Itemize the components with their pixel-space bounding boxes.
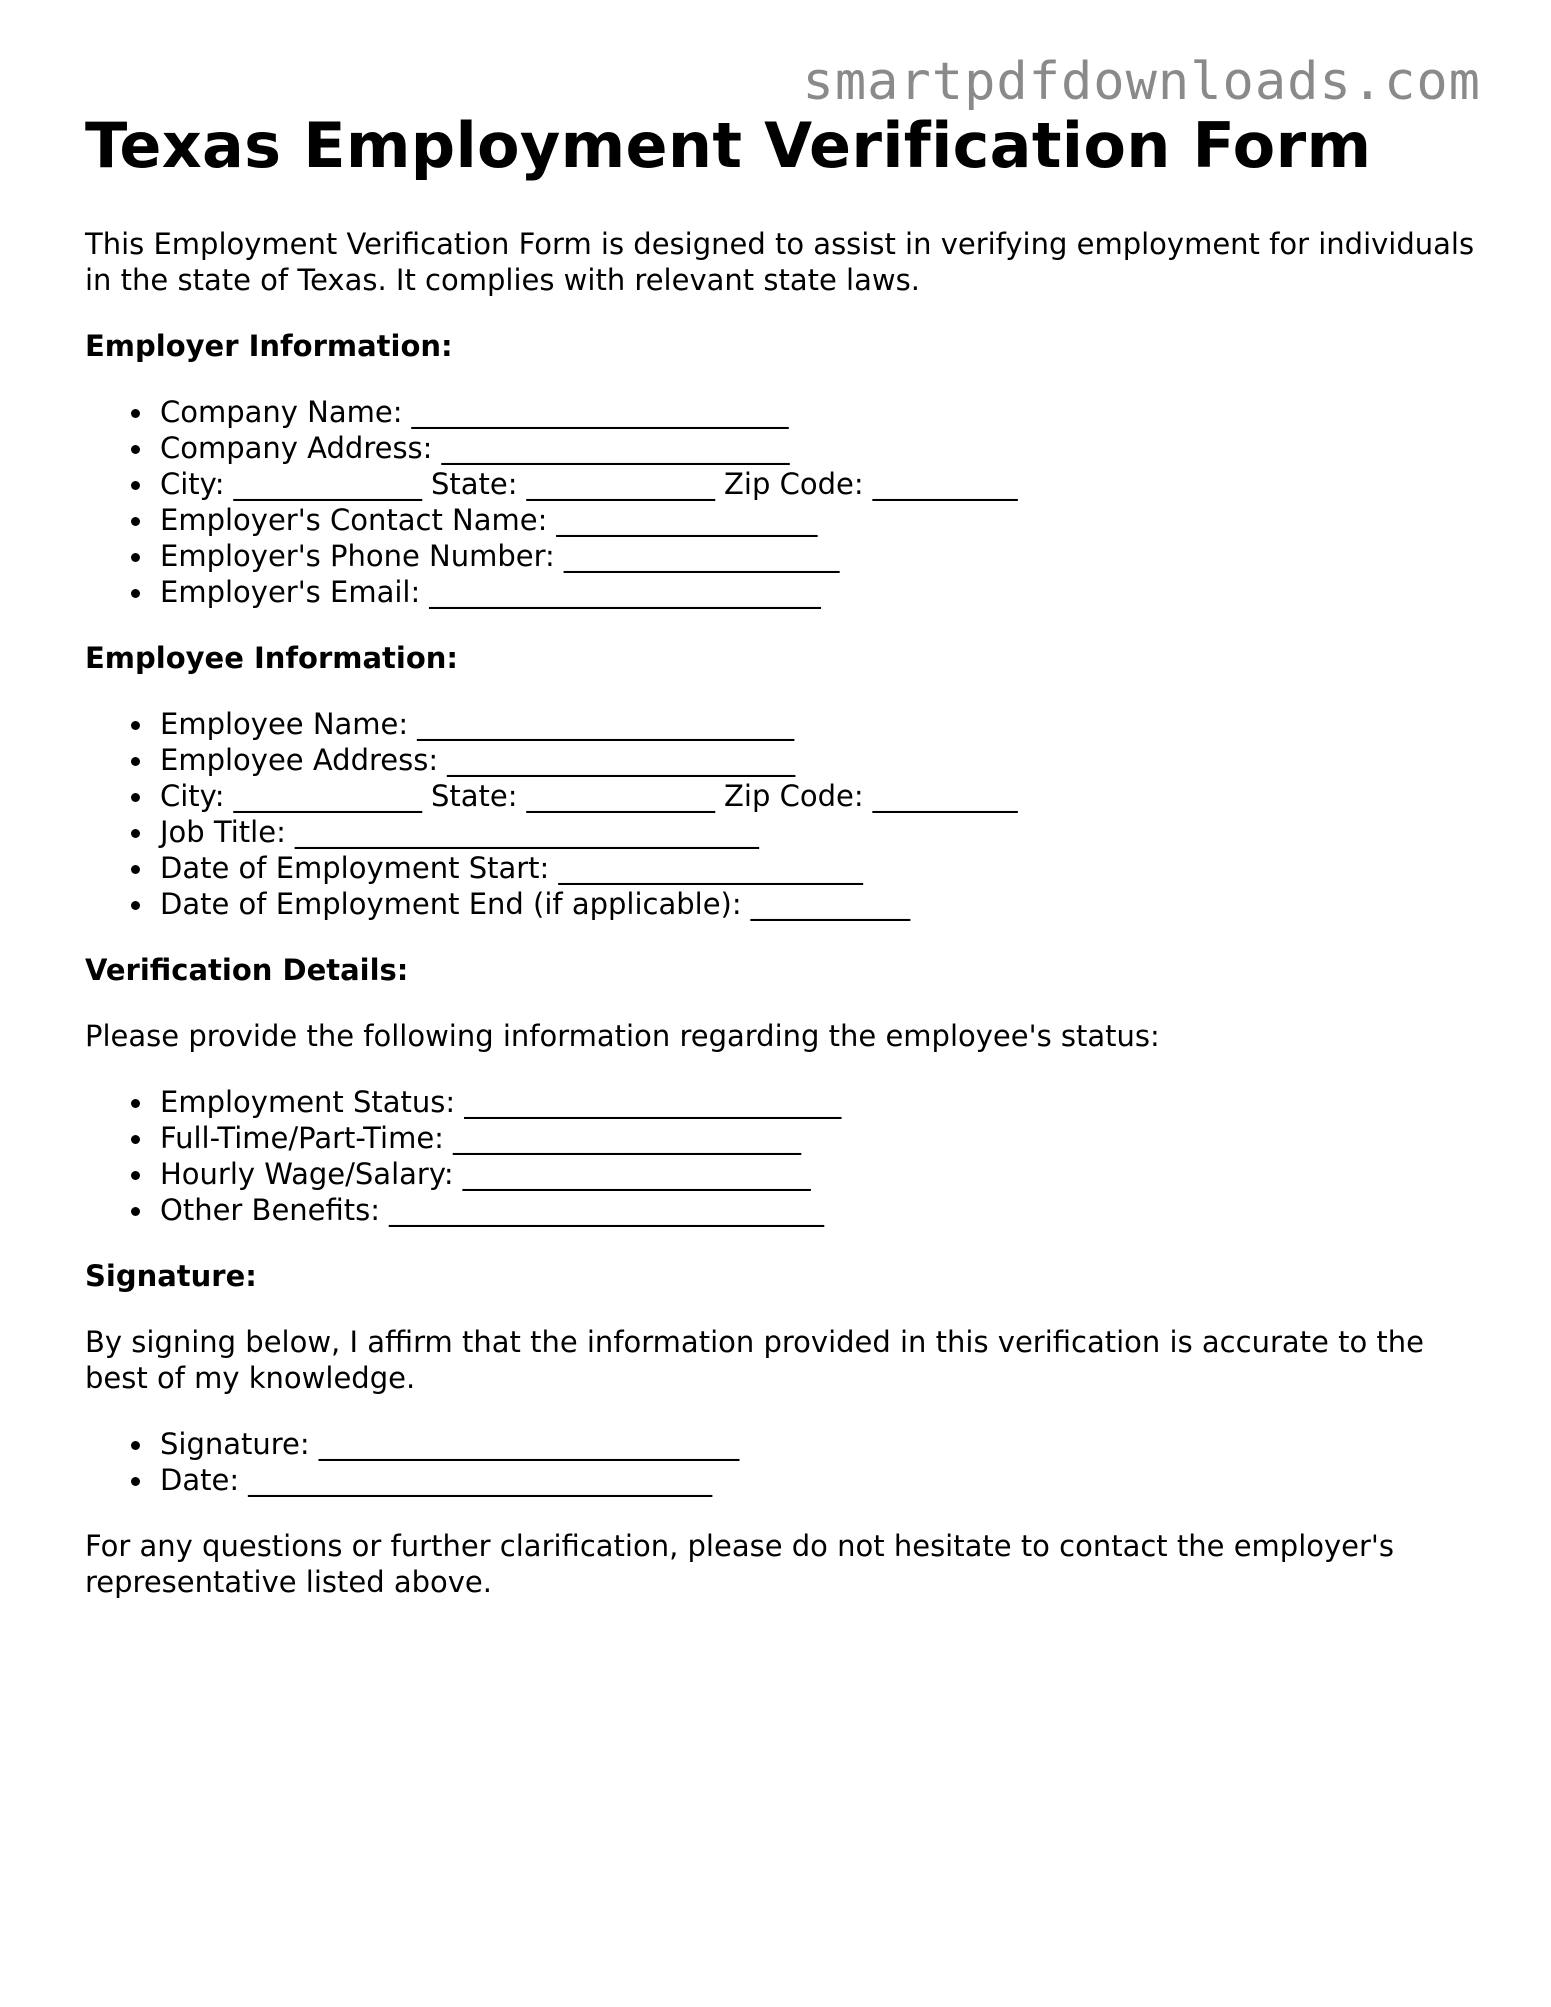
full-part-time-label: Full-Time/Part-Time: — [160, 1121, 444, 1155]
company-address-label: Company Address: — [160, 431, 433, 465]
other-benefits-label: Other Benefits: — [160, 1193, 381, 1227]
start-date-label: Date of Employment Start: — [160, 851, 550, 885]
employment-status-label: Employment Status: — [160, 1085, 456, 1119]
employee-state-field[interactable]: _____________ — [526, 779, 716, 813]
intro-paragraph: This Employment Verification Form is designed to assist in verifying employment for individuals in the state of Texas. It complies with relevant state laws. — [85, 227, 1475, 297]
employer-city-field[interactable]: _____________ — [233, 467, 422, 501]
end-date-field[interactable]: ___________ — [750, 887, 911, 921]
employer-state-label: State: — [431, 467, 518, 501]
full-part-time-field[interactable]: ________________________ — [452, 1121, 801, 1155]
employee-city-field[interactable]: _____________ — [233, 779, 422, 813]
list-item-wage-salary — [160, 1156, 1475, 1192]
employee-info-list — [85, 706, 1475, 922]
list-item-employee-address — [160, 742, 1475, 778]
list-item-employer-email — [160, 574, 1475, 610]
list-item-employee-city-state-zip — [160, 778, 1475, 814]
job-title-field[interactable]: ________________________________ — [294, 815, 759, 849]
other-benefits-field[interactable]: ______________________________ — [389, 1193, 825, 1227]
list-item-job-title — [160, 814, 1475, 850]
date-field[interactable]: ________________________________ — [248, 1463, 713, 1497]
employee-zip-field[interactable]: __________ — [872, 779, 1018, 813]
list-item-end-date — [160, 886, 1475, 922]
list-item-date — [160, 1462, 1475, 1498]
signature-heading: Signature: — [85, 1259, 257, 1293]
employer-zip-label: Zip Code: — [724, 467, 864, 501]
employer-city-label: City: — [160, 467, 225, 501]
list-item-employer-phone — [160, 538, 1475, 574]
employee-name-field[interactable]: __________________________ — [417, 707, 795, 741]
employee-name-label: Employee Name: — [160, 707, 409, 741]
employment-status-field[interactable]: __________________________ — [464, 1085, 842, 1119]
employee-info-heading: Employee Information: — [85, 641, 459, 675]
company-address-field[interactable]: ________________________ — [441, 431, 790, 465]
page-title: Texas Employment Verification Form — [85, 109, 1372, 182]
verification-heading: Verification Details: — [85, 953, 409, 987]
employer-email-field[interactable]: ___________________________ — [429, 575, 821, 609]
employee-address-field[interactable]: ________________________ — [447, 743, 796, 777]
signature-label: Signature: — [160, 1427, 310, 1461]
list-item-employee-name — [160, 706, 1475, 742]
employer-phone-field[interactable]: ___________________ — [563, 539, 840, 573]
list-item-company-name — [160, 394, 1475, 430]
signature-list — [85, 1426, 1475, 1498]
date-label: Date: — [160, 1463, 240, 1497]
start-date-field[interactable]: _____________________ — [558, 851, 863, 885]
company-name-field[interactable]: __________________________ — [411, 395, 789, 429]
wage-salary-field[interactable]: ________________________ — [462, 1157, 811, 1191]
verification-list — [85, 1084, 1475, 1228]
employer-phone-label: Employer's Phone Number: — [160, 539, 555, 573]
signature-affirmation: By signing below, I affirm that the information provided in this verification is accurate to the best of my knowledge. — [85, 1325, 1424, 1395]
job-title-label: Job Title: — [160, 815, 286, 849]
employer-email-label: Employer's Email: — [160, 575, 421, 609]
end-date-label: Date of Employment End (if applicable): — [160, 887, 742, 921]
employer-zip-field[interactable]: __________ — [872, 467, 1018, 501]
list-item-full-part-time — [160, 1120, 1475, 1156]
list-item-employment-status — [160, 1084, 1475, 1120]
verification-instruction: Please provide the following information regarding the employee's status: — [85, 1019, 1160, 1053]
employer-state-field[interactable]: _____________ — [526, 467, 716, 501]
list-item-start-date — [160, 850, 1475, 886]
contact-name-field[interactable]: __________________ — [556, 503, 818, 537]
contact-name-label: Employer's Contact Name: — [160, 503, 548, 537]
list-item-other-benefits — [160, 1192, 1475, 1228]
employer-info-heading: Employer Information: — [85, 329, 453, 363]
list-item-signature — [160, 1426, 1475, 1462]
list-item-company-address — [160, 430, 1475, 466]
closing-paragraph: For any questions or further clarification, please do not hesitate to contact the employer's representative listed above. — [85, 1529, 1395, 1599]
employee-address-label: Employee Address: — [160, 743, 439, 777]
wage-salary-label: Hourly Wage/Salary: — [160, 1157, 454, 1191]
list-item-contact-name — [160, 502, 1475, 538]
document-page — [85, 108, 1475, 1600]
watermark: smartpdfdownloads.com — [802, 52, 1481, 112]
signature-field[interactable]: _____________________________ — [318, 1427, 740, 1461]
employee-zip-label: Zip Code: — [724, 779, 864, 813]
company-name-label: Company Name: — [160, 395, 403, 429]
employer-info-list — [85, 394, 1475, 610]
list-item-employer-city-state-zip — [160, 466, 1475, 502]
employee-city-label: City: — [160, 779, 225, 813]
employee-state-label: State: — [431, 779, 518, 813]
